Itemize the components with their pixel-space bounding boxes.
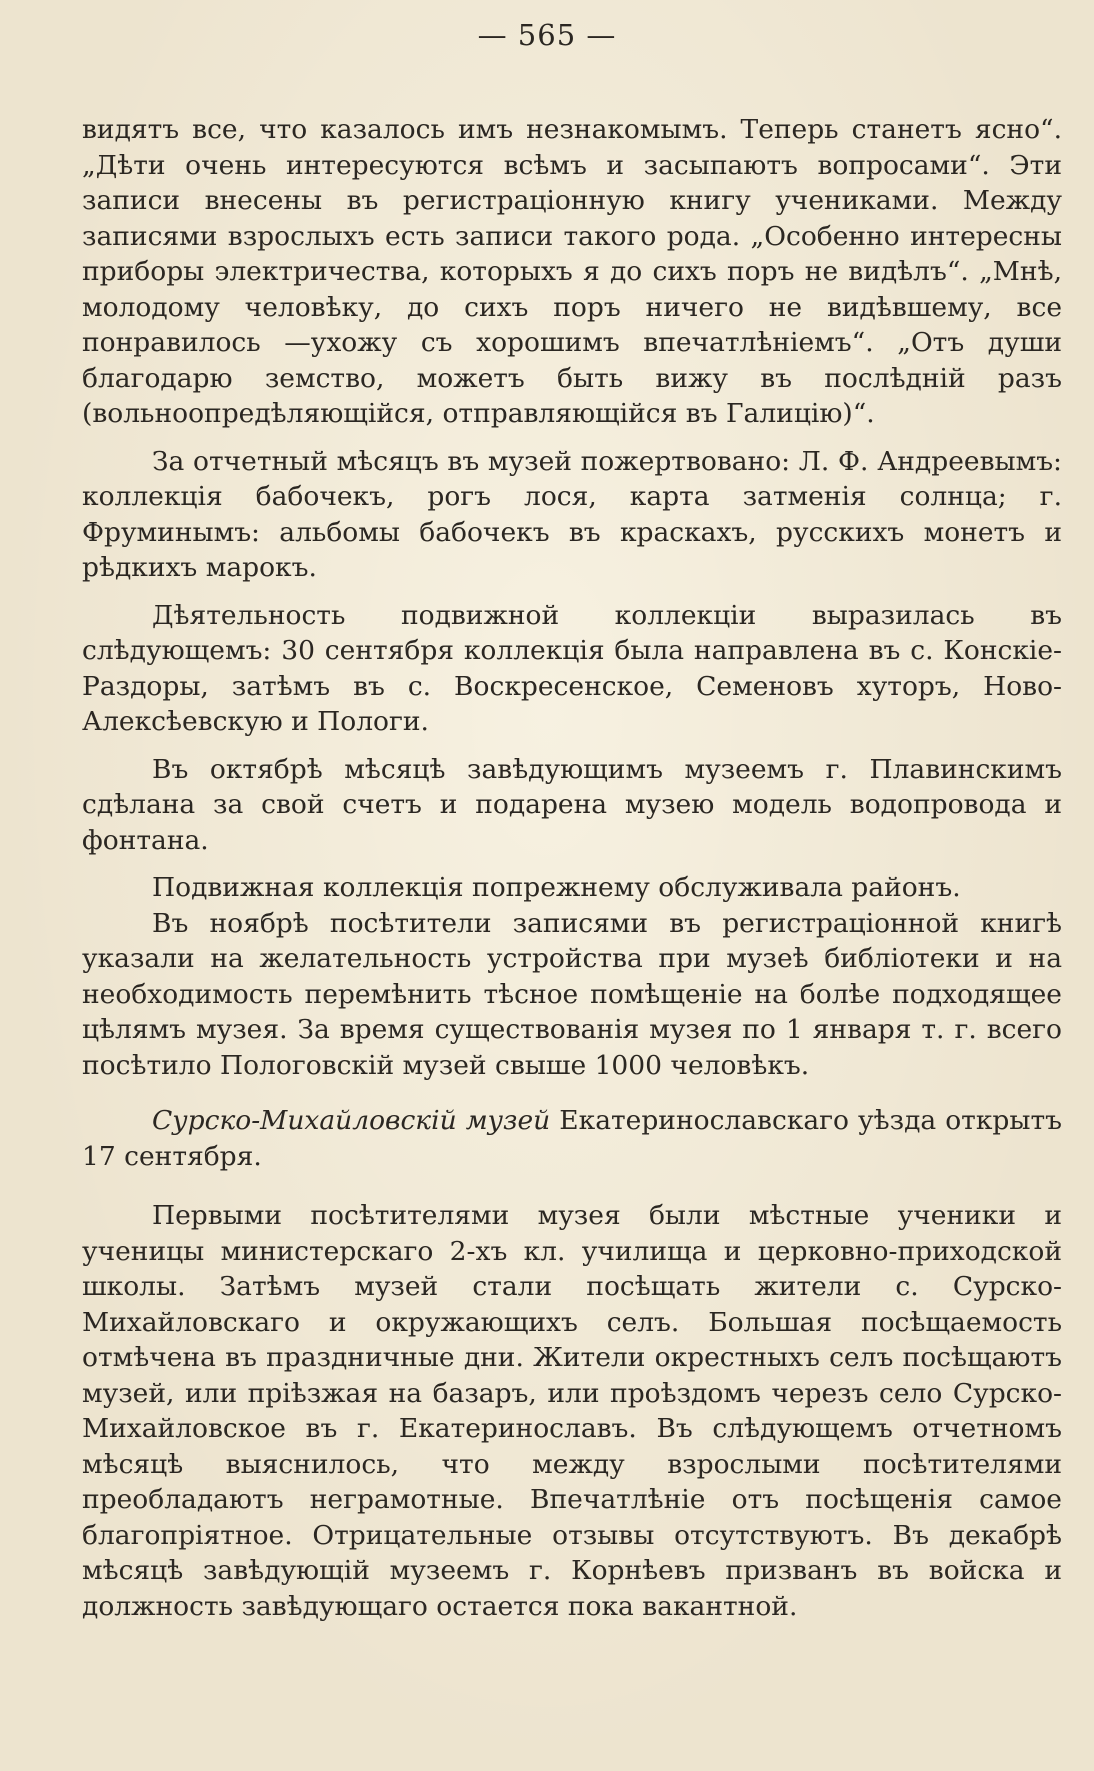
paragraph-october: Въ октябрѣ мѣсяцѣ завѣдующимъ музеемъ г. Плавинскимъ сдѣлана за свой счетъ и подарена музею модель водопровода и фонтана. <box>82 753 1062 856</box>
museum-name: Сурско-Михайловскій музей <box>152 1105 551 1136</box>
paragraph-november: Въ ноябрѣ посѣтители записями въ регистраціонной книгѣ указали на желательность устройства при музеѣ библіотеки и на необходимость перемѣнить тѣсное помѣщеніе на болѣе подходящее цѣлямъ музея. За время существованія музея по 1 января т. г. всего посѣтило Пологовскій музей свыше 1000 человѣкъ. <box>82 907 1062 1081</box>
paragraph-first-visitors: Первыми посѣтителями музея были мѣстные ученики и ученицы министерскаго 2-хъ кл. училища и церковно-приходской школы. Затѣмъ музей стали посѣщать жители с. Сурско-Михайловскаго и окружающихъ селъ. Большая посѣщаемость отмѣчена въ праздничные дни. Жители окрестныхъ селъ посѣщаютъ музей, или пріѣзжая на базаръ, или проѣздомъ черезъ село Сурско-Михайловское въ г. Екатеринославъ. Въ слѣдующемъ отчетномъ мѣсяцѣ выяснилось, что между взрослыми посѣтителями преобладаютъ неграмотные. Впечатлѣніе отъ посѣщенія самое благопріятное. Отрицательные отзывы отсутствуютъ. Въ декабрѣ мѣсяцѣ завѣдующій музеемъ г. Корнѣевъ призванъ въ войска и должность завѣдующаго остается пока вакантной. <box>82 1200 1062 1622</box>
paragraph-donations: За отчетный мѣсяцъ въ музей пожертвовано: Л. Ф. Андреевымъ: коллекція бабочекъ, рогъ лося, карта затменія солнца; г. Фруминымъ: альбомы бабочекъ въ краскахъ, русскихъ монетъ и рѣдкихъ марокъ. <box>82 445 1062 583</box>
page-number: — 565 — <box>477 18 617 52</box>
paragraph-district-service: Подвижная коллекція попрежнему обслуживала районъ. <box>152 872 961 903</box>
museum-opening: Екатеринославскаго уѣзда открытъ 17 сентября. <box>82 1105 1062 1172</box>
paragraph-mobile-collection: Дѣятельность подвижной коллекціи выразилась въ слѣдующемъ: 30 сентября коллекція была направлена въ с. Конскіе-Раздоры, затѣмъ въ с. Воскресенское, Семеновъ хуторъ, Ново-Алексѣевскую и Пологи. <box>82 599 1062 737</box>
page-text <box>82 112 1062 1624</box>
paragraph-visitor-records: видятъ все, что казалось имъ незнакомымъ. Теперь станетъ ясно“. „Дѣти очень интересуются всѣмъ и засыпаютъ вопросами“. Эти записи внесены въ регистраціонную книгу учениками. Между записями взрослыхъ есть записи такого рода. „Особенно интересны приборы электричества, которыхъ я до сихъ поръ не видѣлъ“. „Мнѣ, молодому человѣку, до сихъ поръ ничего не видѣвшему, все понравилось —ухожу съ хорошимъ впечатлѣніемъ“. „Отъ души благодарю земство, можетъ быть вижу въ послѣдній разъ (вольноопредѣляющійся, отправляющійся въ Галицію)“. <box>82 114 1062 429</box>
paragraph-surko-museum <box>82 1103 1062 1174</box>
